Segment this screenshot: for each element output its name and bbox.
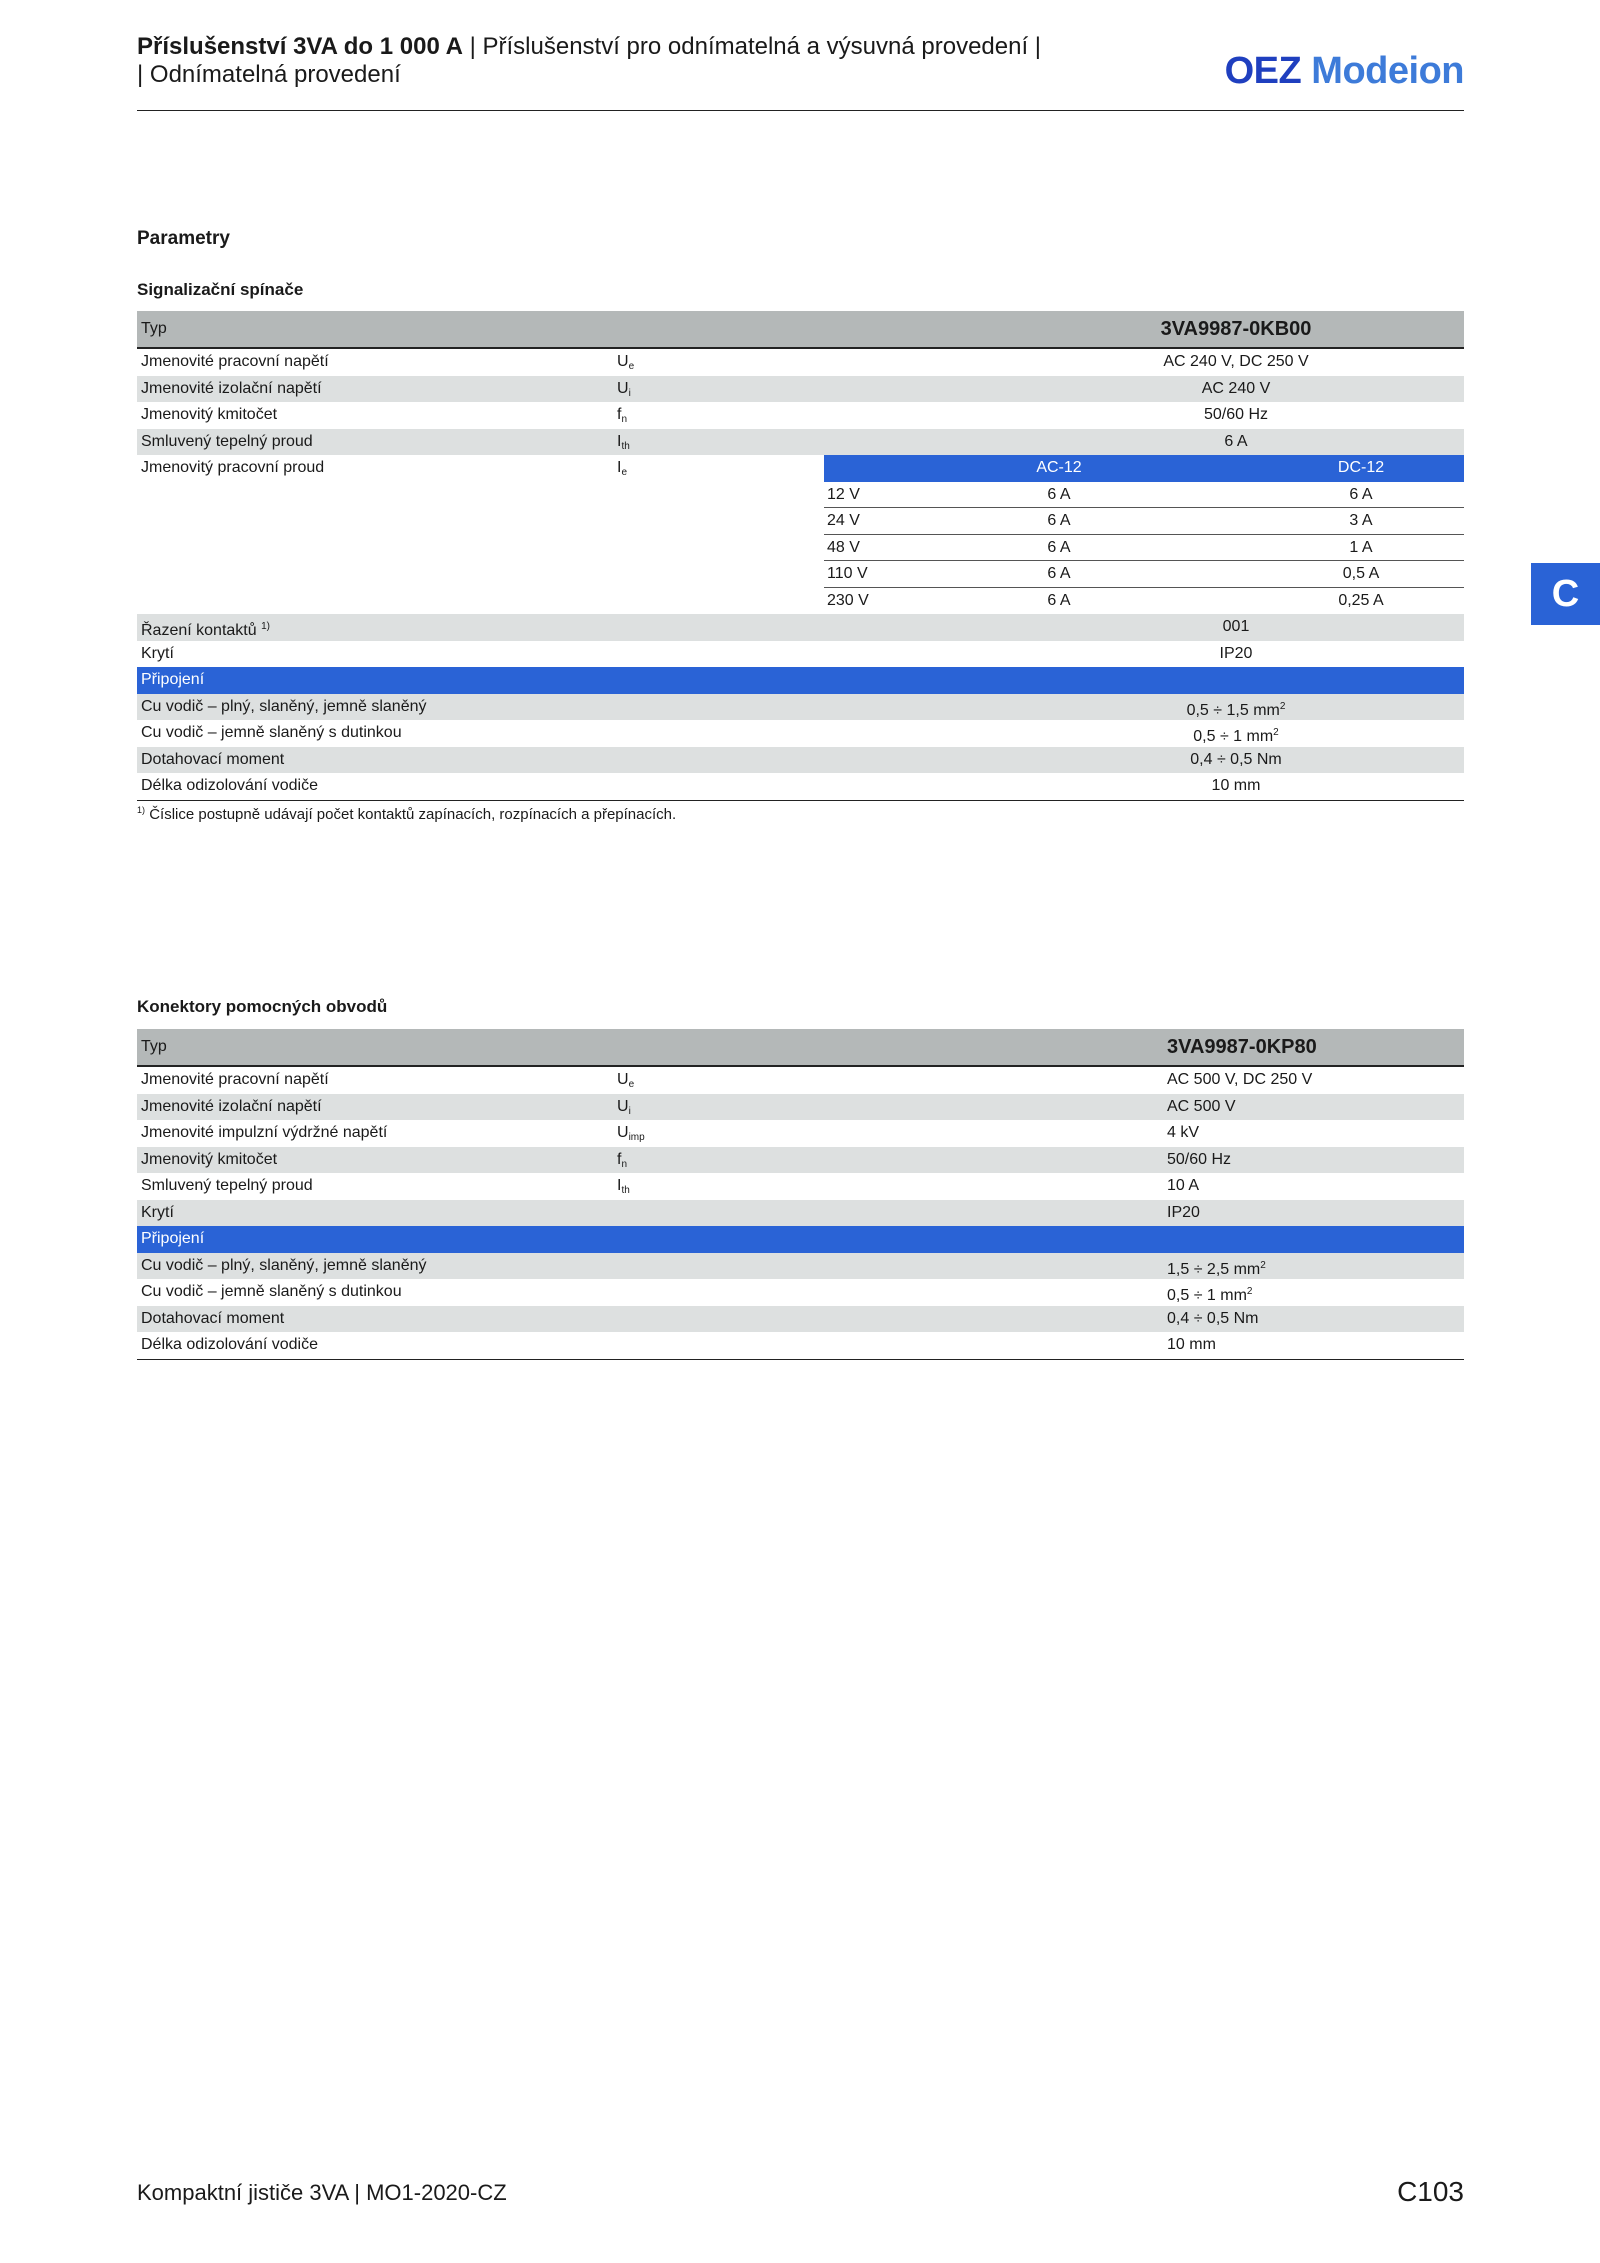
page-number: C103 [1397, 2176, 1464, 2207]
table-row [137, 1120, 1464, 1147]
value-text: AC 240 V, DC 250 V [1163, 353, 1309, 370]
row-label: Cu vodič – jemně slaněný s dutinkou [141, 724, 402, 741]
footer-text: Kompaktní jističe 3VA | MO1-2020-CZ [137, 2180, 507, 2205]
value-text: 0,4 ÷ 0,5 Nm [1190, 750, 1282, 768]
value [1212, 773, 1261, 800]
table-row [137, 1253, 1464, 1280]
table-row [137, 1147, 1464, 1174]
footnote-text: Číslice postupně udávají počet kontaktů zapínacích, rozpínacích a přepínacích. [149, 806, 677, 823]
row-label: Krytí [141, 644, 174, 662]
current-row [137, 535, 1464, 562]
symbol-letter: f [617, 1150, 622, 1168]
row-label: Jmenovité izolační napětí [141, 1097, 322, 1115]
voltage: 110 V [827, 565, 868, 582]
row-label: Cu vodič – jemně slaněný s dutinkou [141, 1283, 402, 1300]
value-text: AC 500 V [1167, 1097, 1236, 1115]
voltage: 24 V [827, 512, 860, 529]
table-row [137, 1200, 1464, 1227]
current-subrow [824, 482, 1464, 509]
header-subtitle: | Odnímatelná provedení [137, 61, 401, 88]
row-label: Jmenovité pracovní napětí [141, 353, 329, 370]
symbol-subscript: n [621, 414, 628, 425]
ac-value: 6 A [1047, 485, 1071, 503]
symbol-letter: I [617, 459, 622, 476]
symbol-subscript: e [628, 1079, 635, 1090]
dc-value: 3 A [1349, 512, 1373, 529]
row-label: Jmenovitý kmitočet [141, 1150, 278, 1168]
table-row [137, 614, 1464, 641]
row-label: Jmenovité impulzní výdržné napětí [141, 1124, 388, 1141]
value-text: 0,5 ÷ 1 mm [1193, 728, 1274, 745]
value [1190, 747, 1281, 774]
table-row [137, 429, 1464, 456]
symbol-letter: U [617, 379, 629, 397]
value [1204, 402, 1268, 429]
symbol-letter: I [617, 432, 622, 450]
value-text: 1,5 ÷ 2,5 mm [1167, 1260, 1261, 1278]
current-subrow [824, 561, 1464, 588]
row-label: Délka odizolování vodiče [141, 777, 318, 794]
value [1167, 1094, 1235, 1121]
table-row [137, 349, 1464, 376]
type-label: Typ [141, 320, 167, 337]
symbol-subscript: th [621, 440, 630, 452]
symbol-letter: U [617, 353, 629, 370]
row-label: Cu vodič – plný, slaněný, jemně slaněný [141, 1256, 427, 1274]
current-header-row [137, 455, 1464, 482]
table-row [137, 720, 1464, 747]
table-row [137, 1332, 1464, 1360]
row-label: Dotahovací moment [141, 1309, 285, 1327]
value-text: 10 mm [1211, 777, 1261, 794]
value [1167, 1067, 1312, 1094]
row-label: Připojení [141, 1230, 205, 1247]
table2 [137, 1029, 1464, 1360]
current-row [137, 561, 1464, 588]
symbol-letter: U [617, 1071, 629, 1088]
row-label-text: Řazení kontaktů [141, 622, 257, 639]
row-label: Krytí [141, 1203, 174, 1221]
logo-oez: OEZ [1224, 50, 1302, 92]
value [1167, 1306, 1258, 1333]
value-superscript: 2 [1273, 727, 1279, 738]
symbol-subscript: i [628, 1105, 631, 1117]
table-row [137, 376, 1464, 403]
symbol-subscript: i [628, 387, 631, 399]
table-row [137, 747, 1464, 774]
value-text: 50/60 Hz [1167, 1150, 1232, 1168]
value-text: 0,5 ÷ 1,5 mm [1186, 701, 1280, 719]
symbol-subscript: e [621, 467, 628, 478]
symbol-letter: I [617, 1177, 622, 1194]
oez-modeion-logo [1225, 50, 1464, 93]
ac-value: 6 A [1047, 565, 1071, 582]
table1 [137, 311, 1464, 801]
value: IP20 [1219, 644, 1253, 662]
table2-type-row [137, 1029, 1464, 1067]
symbol-subscript: n [621, 1158, 628, 1170]
value-text: 6 A [1224, 432, 1248, 450]
row-label: Cu vodič – plný, slaněný, jemně slaněný [141, 697, 427, 715]
value [1224, 429, 1247, 456]
row-label: Jmenovitý pracovní proud [141, 459, 325, 476]
symbol-letter: f [617, 406, 622, 423]
current-subheader [824, 455, 1464, 482]
logo-modeion: Modeion [1311, 50, 1464, 92]
section-title: Parametry [137, 228, 230, 249]
row-label: Připojení [141, 671, 205, 688]
table2-title: Konektory pomocných obvodů [137, 997, 388, 1016]
value-text: 0,5 ÷ 1 mm [1167, 1287, 1247, 1304]
row-label: Jmenovitý kmitočet [141, 406, 278, 423]
row-label: Jmenovité izolační napětí [141, 379, 322, 397]
header-title-bold: Příslušenství 3VA do 1 000 A [137, 33, 463, 60]
row-label: Smluvený tepelný proud [141, 432, 313, 450]
dc-value: 6 A [1349, 485, 1373, 503]
value-text: IP20 [1167, 1203, 1200, 1221]
connection-header-row [137, 1226, 1464, 1253]
ac-value: 6 A [1047, 512, 1071, 529]
value-text: AC 240 V [1201, 379, 1271, 397]
value-text: AC 500 V, DC 250 V [1167, 1071, 1313, 1088]
value [1202, 376, 1270, 403]
voltage: 48 V [827, 538, 860, 556]
value [1167, 1200, 1200, 1227]
value-superscript: 2 [1260, 1259, 1266, 1271]
table-row [137, 694, 1464, 721]
footnote-ref: 1) [261, 621, 270, 632]
dc-value: 0,5 A [1342, 565, 1380, 582]
value-text: 10 mm [1167, 1336, 1216, 1353]
row-label: Dotahovací moment [141, 750, 285, 768]
symbol-subscript: e [628, 361, 635, 372]
value [1167, 1147, 1231, 1174]
type-label: Typ [141, 1038, 167, 1055]
type-value: 3VA9987-0KB00 [1160, 318, 1312, 340]
row-label: Délka odizolování vodiče [141, 1336, 318, 1353]
table-row [137, 641, 1464, 668]
value-text: 0,4 ÷ 0,5 Nm [1167, 1309, 1259, 1327]
type-value: 3VA9987-0KP80 [1167, 1036, 1317, 1058]
symbol-subscript: imp [628, 1132, 645, 1143]
ac-value: 6 A [1047, 591, 1071, 609]
value: 001 [1222, 618, 1250, 635]
voltage: 12 V [827, 485, 860, 503]
value-text: 4 kV [1167, 1124, 1200, 1141]
current-subrow [824, 588, 1464, 615]
dc-value: 0,25 A [1338, 591, 1384, 609]
table-row [137, 1173, 1464, 1200]
connection-header-row [137, 667, 1464, 694]
value-text: 10 A [1167, 1177, 1200, 1194]
current-subrow [824, 508, 1464, 535]
value [1167, 1173, 1199, 1200]
current-row [137, 482, 1464, 509]
table-row [137, 1279, 1464, 1306]
table-row [137, 1094, 1464, 1121]
table-row [137, 1306, 1464, 1333]
value [1167, 1332, 1216, 1359]
footnote-mark: 1) [137, 805, 146, 815]
voltage: 230 V [827, 591, 869, 609]
table1-footnote [137, 805, 676, 823]
table-row [137, 402, 1464, 429]
section-tab-c: C [1531, 563, 1600, 625]
current-row [137, 588, 1464, 615]
value [1163, 349, 1308, 376]
header-title-rest: | Příslušenství pro odnímatelná a výsuvná provedení | [462, 33, 1042, 60]
table-row [137, 773, 1464, 801]
symbol-letter: U [617, 1097, 629, 1115]
dc-value: 1 A [1349, 538, 1373, 556]
table1-title: Signalizační spínače [137, 280, 304, 299]
table1-type-row [137, 311, 1464, 349]
row-label: Jmenovité pracovní napětí [141, 1071, 329, 1088]
ac-value: 6 A [1047, 538, 1071, 556]
page-header [137, 30, 1464, 111]
current-subrow [824, 535, 1464, 562]
table-row [137, 1067, 1464, 1094]
symbol-letter: U [617, 1124, 629, 1141]
value-text: 50/60 Hz [1203, 406, 1269, 423]
row-label: Smluvený tepelný proud [141, 1177, 313, 1194]
symbol-subscript: th [621, 1185, 630, 1196]
value [1167, 1120, 1199, 1147]
current-row [137, 508, 1464, 535]
value-superscript: 2 [1246, 1286, 1253, 1297]
header-title [137, 33, 1041, 61]
col-dc-12: DC-12 [1337, 459, 1385, 476]
col-ac-12: AC-12 [1036, 459, 1082, 476]
value-superscript: 2 [1279, 700, 1286, 712]
